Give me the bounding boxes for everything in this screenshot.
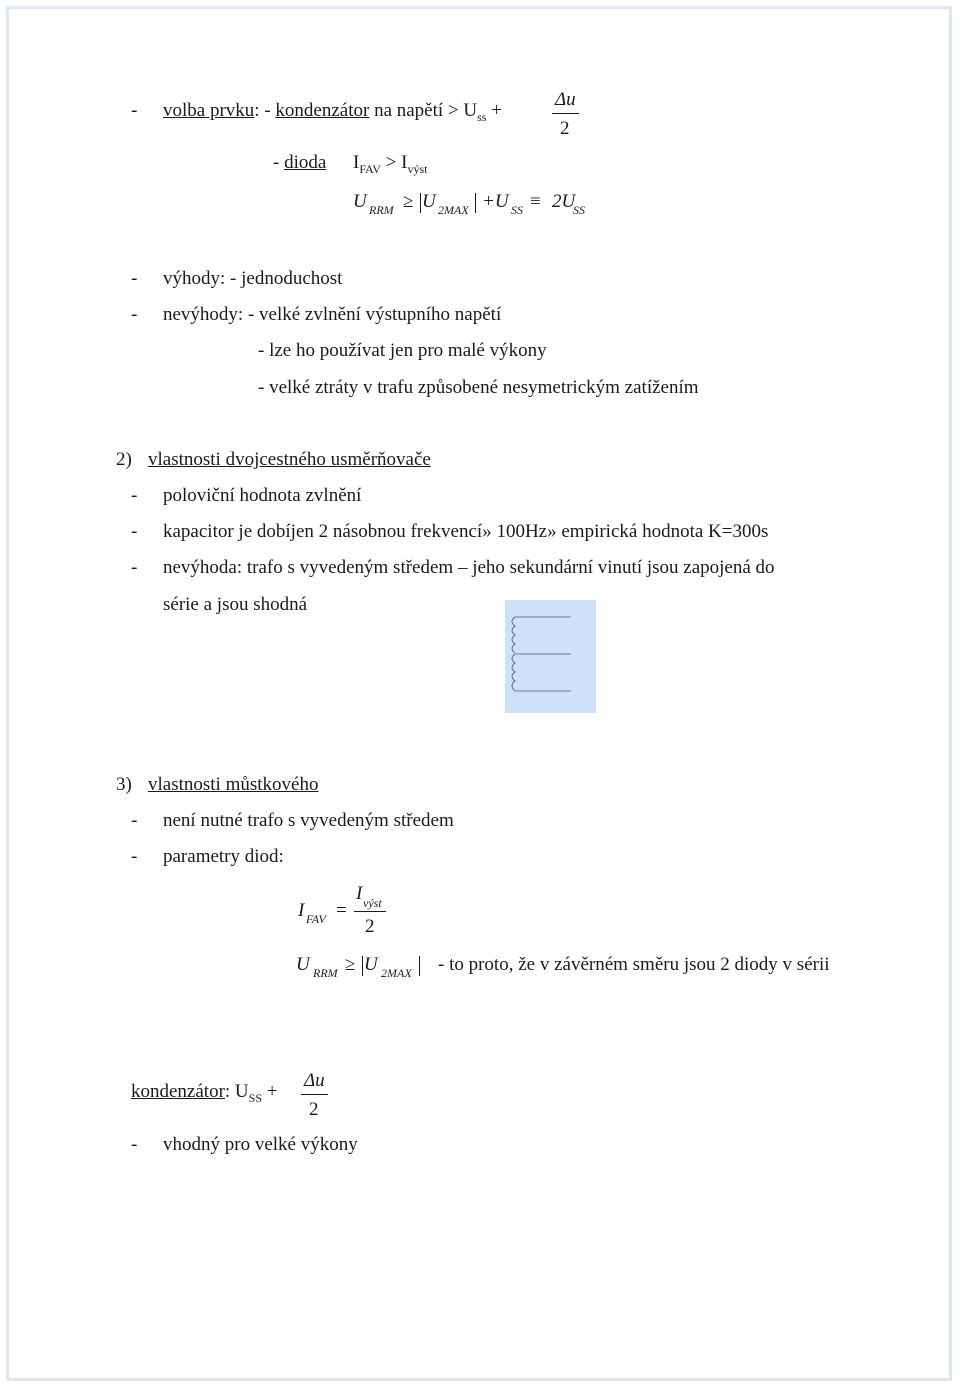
f1-num-i: I xyxy=(356,883,363,904)
dioda-label: dioda xyxy=(284,152,327,173)
bullet-dash: - xyxy=(131,557,138,578)
bullet-dash: - xyxy=(131,485,138,506)
fraction-denominator: 2 xyxy=(560,118,570,139)
formula-ge: ≥ xyxy=(403,191,414,212)
nevyhody-sub-1: - lze ho používat jen pro malé výkony xyxy=(258,340,547,361)
f2-explanation: - to proto, že v závěrném směru jsou 2 diody v sérii xyxy=(438,954,830,975)
f1-eq: = xyxy=(336,900,347,921)
vhodny-line: vhodný pro velké výkony xyxy=(163,1134,358,1155)
sec3-item-2: parametry diod: xyxy=(163,846,284,867)
formula-2max: 2MAX xyxy=(438,203,469,217)
formula-u: U xyxy=(353,191,367,212)
formula-rrm: RRM xyxy=(369,203,394,217)
sec2-item-3-cont: série a jsou shodná xyxy=(163,594,308,615)
delta-u-numerator: Δu xyxy=(304,1070,325,1091)
f1-i: I xyxy=(298,900,305,921)
abs-bar-left xyxy=(420,193,421,213)
volba-line: volba prvku: - kondenzátor na napětí > $U_{ss}$ + xyxy=(163,100,502,124)
winding-diagram xyxy=(505,600,596,713)
fraction-denominator: 2 xyxy=(309,1099,319,1120)
formula-ss2: SS xyxy=(573,203,585,217)
abs-bar-right xyxy=(475,193,476,213)
formula-plus-u: +U xyxy=(482,191,509,212)
f2-rrm: RRM xyxy=(313,966,338,980)
sec2-item-2: kapacitor je dobíjen 2 násobnou frekvencí» 100Hz» empirická hodnota K=300s xyxy=(163,521,769,542)
volba-label: volba prvku xyxy=(163,100,255,121)
transformer-winding-image xyxy=(505,600,596,713)
f2-u: U xyxy=(296,954,310,975)
formula-u2: U xyxy=(422,191,436,212)
f1-den: 2 xyxy=(365,916,375,937)
fraction-bar xyxy=(552,113,579,114)
nevyhody-line: nevýhody: - velké zvlnění výstupního napětí xyxy=(163,304,502,325)
bullet-dash: - xyxy=(131,521,138,542)
abs-bar-right xyxy=(419,956,420,976)
f2-2max: 2MAX xyxy=(381,966,412,980)
sec2-item-3: nevýhoda: trafo s vyvedeným středem – jeho sekundární vinutí jsou zapojená do xyxy=(163,557,775,578)
fraction-bar xyxy=(301,1094,328,1095)
delta-u-numerator: Δu xyxy=(555,89,576,110)
f2-u2: U xyxy=(364,954,378,975)
abs-bar-left xyxy=(362,956,363,976)
bullet-dash: - xyxy=(131,810,138,831)
page-border xyxy=(6,6,952,1381)
dioda-line: - dioda xyxy=(273,152,327,173)
sec2-item-1: poloviční hodnota zvlnění xyxy=(163,485,362,506)
kondenzator-label: kondenzátor xyxy=(275,100,370,121)
section-2-number: 2) xyxy=(116,449,132,470)
section-2-title: vlastnosti dvojcestného usměrňovače xyxy=(148,449,431,470)
section-3-title: vlastnosti můstkového xyxy=(148,774,319,795)
formula-2u: 2U xyxy=(552,191,576,212)
bullet-dash: - xyxy=(131,846,138,867)
bullet-dash: - xyxy=(131,1134,138,1155)
sec3-item-1: není nutné trafo s vyvedeným středem xyxy=(163,810,454,831)
kondenzator-line: kondenzátor: $U_{SS}$ + xyxy=(131,1081,278,1105)
f1-fav: FAV xyxy=(306,912,326,926)
ifav-expression: $I_{FAV} > I_{výst}$ xyxy=(353,152,428,176)
section-3-number: 3) xyxy=(116,774,132,795)
formula-equiv: ≡ xyxy=(530,191,541,212)
bullet-dash: - xyxy=(131,304,138,325)
formula-ss1: SS xyxy=(511,203,523,217)
fraction-bar xyxy=(354,911,386,912)
kondenzator-label: kondenzátor xyxy=(131,1081,225,1102)
nevyhody-sub-2: - velké ztráty v trafu způsobené nesymetrickým zatížením xyxy=(258,377,699,398)
bullet-dash: - xyxy=(131,268,138,289)
f1-num-vyst: výst xyxy=(363,896,382,910)
vyhody-line: výhody: - jednoduchost xyxy=(163,268,343,289)
bullet-dash: - xyxy=(131,100,138,121)
f2-ge: ≥ xyxy=(345,954,356,975)
